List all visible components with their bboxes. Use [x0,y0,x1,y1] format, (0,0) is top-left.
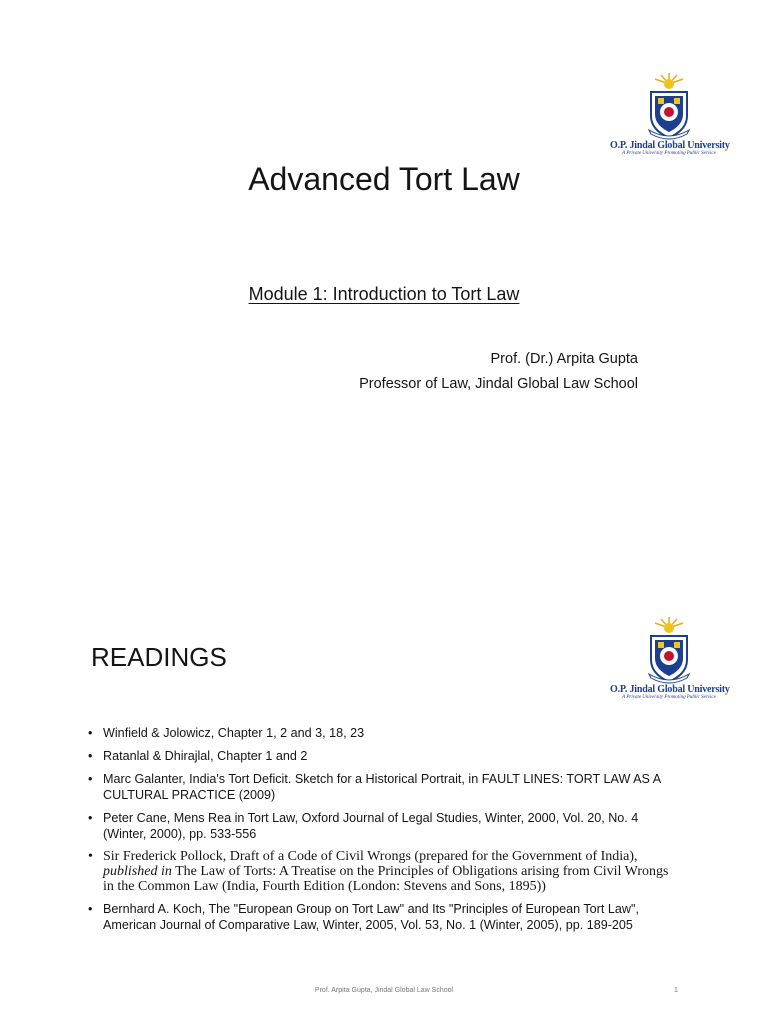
author-name: Prof. (Dr.) Arpita Gupta [490,351,638,367]
readings-list [88,725,678,940]
module-heading-text: Module 1: Introduction to Tort Law [248,284,520,304]
university-logo [610,72,728,156]
reading-item [88,849,678,894]
readings-heading: READINGS [91,642,227,672]
university-logo [610,616,728,700]
reading-item-emphasis: published in [103,864,172,879]
university-name: O.P. Jindal Global University [610,684,730,695]
readings-slide [0,580,768,1024]
university-name: O.P. Jindal Global University [610,140,730,151]
university-crest-icon [647,616,691,684]
page-number: 1 [674,987,678,994]
reading-item: • Marc Galanter, India's Tort Deficit. Sketch for a Historical Portrait, in FAULT LINES: TORT LAW AS A CULTURAL PRACTICE (2009) [88,771,678,803]
university-tagline: A Private University Promoting Public Service [622,695,716,700]
author-affiliation: Professor of Law, Jindal Global Law School [359,376,638,392]
reading-item: • Bernhard A. Koch, The "European Group on Tort Law" and Its "Principles of European Tort Law", American Journal of Comparative Law, Winter, 2005, Vol. 53, No. 1 (Winter, 2005), pp. 189-205 [88,901,678,933]
module-heading [0,284,768,305]
reading-item: • Peter Cane, Mens Rea in Tort Law, Oxford Journal of Legal Studies, Winter, 2000, Vol. 20, No. 4 (Winter, 2000), pp. 533-556 [88,810,678,842]
slide-title: Advanced Tort Law [248,161,520,197]
reading-item: • Ratanlal & Dhirajlal, Chapter 1 and 2 [88,748,678,764]
author-block [359,347,638,397]
university-crest-icon [647,72,691,140]
reading-item-text: Sir Frederick Pollock, Draft of a Code of Civil Wrongs (prepared for the Government of India), [103,849,638,864]
slide-footer: Prof. Arpita Gupta, Jindal Global Law School [314,987,454,994]
reading-item: • Winfield & Jolowicz, Chapter 1, 2 and 3, 18, 23 [88,725,678,741]
university-tagline: A Private University Promoting Public Service [622,151,716,156]
reading-item-text: The Law of Torts: A Treatise on the Principles of Obligations arising from Civil Wrongs in the Common Law (India, Fourth Edition (London: Stevens and Sons, 1895)) [103,864,669,894]
